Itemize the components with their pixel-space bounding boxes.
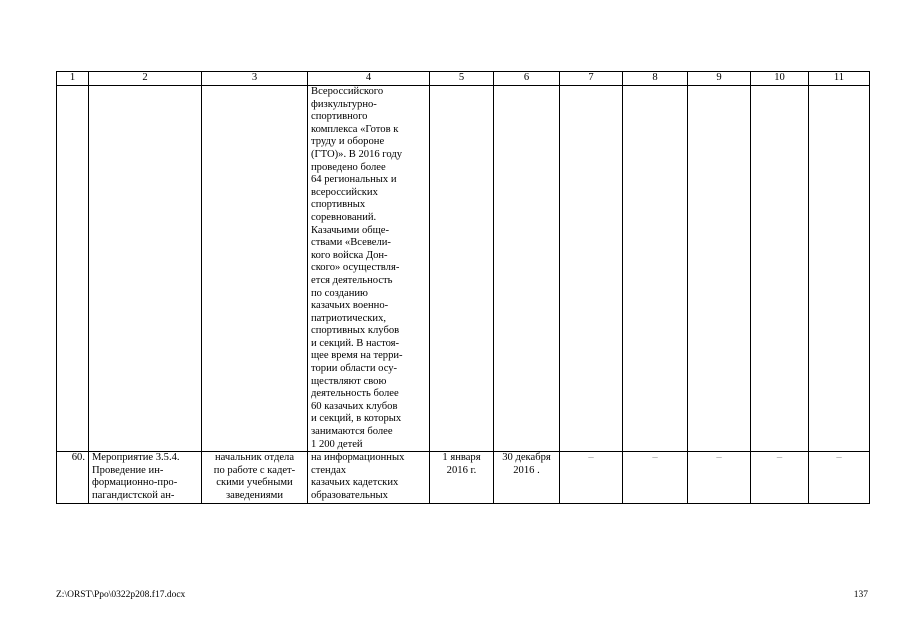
header-cell: 10 (751, 72, 809, 86)
cell-empty (623, 86, 688, 452)
table-row-60 (57, 452, 870, 503)
cell-empty (89, 86, 202, 452)
cell-measure: Мероприятие 3.5.4. Проведение ин- формационно-про- пагандистской ан- (89, 452, 202, 503)
cell-empty (688, 86, 751, 452)
cell-empty (809, 86, 870, 452)
cell-dash: – (560, 452, 623, 503)
footer-page-number: 137 (853, 590, 868, 600)
header-cell: 9 (688, 72, 751, 86)
cell-dash: – (809, 452, 870, 503)
cell-empty (57, 86, 89, 452)
cell-result-text: Всероссийского физкультурно- спортивного комплекса «Готов к труду и обороне (ГТО)». В 2016 году проведено более 64 региональных и всероссийских спортивных соревнований. Казачьими обще- ствами «Всевели- кого войска Дон- ского» осуществля- ется деятельность по созданию казачьих военно- патриотических, спортивных клубов и секций. В настоя- щее время на терри- тории области осу- ществляют свою деятельность более 60 казачьих клубов и секций, в которых занимаются более 1 200 детей (308, 86, 430, 452)
header-cell: 1 (57, 72, 89, 86)
header-cell: 11 (809, 72, 870, 86)
row-number: 60. (57, 452, 89, 503)
cell-dash: – (688, 452, 751, 503)
cell-dash: – (751, 452, 809, 503)
cell-end-date: 30 декабря 2016 . (494, 452, 560, 503)
header-cell: 3 (202, 72, 308, 86)
cell-responsible: начальник отдела по работе с кадет- скими учебными заведениями (202, 452, 308, 503)
header-cell: 7 (560, 72, 623, 86)
cell-empty (494, 86, 560, 452)
cell-empty (430, 86, 494, 452)
header-cell: 4 (308, 72, 430, 86)
header-cell: 6 (494, 72, 560, 86)
header-cell: 2 (89, 72, 202, 86)
footer-file-path: Z:\ORST\Ppo\0322p208.f17.docx (56, 590, 186, 600)
cell-result-text: на информационных стендах казачьих кадетских образовательных (308, 452, 430, 503)
cell-start-date: 1 января 2016 г. (430, 452, 494, 503)
cell-empty (751, 86, 809, 452)
cell-empty (202, 86, 308, 452)
cell-dash: – (623, 452, 688, 503)
header-cell: 5 (430, 72, 494, 86)
header-row (57, 72, 870, 86)
cell-empty (560, 86, 623, 452)
header-cell: 8 (623, 72, 688, 86)
plan-table (56, 71, 870, 504)
table-row-continuation (57, 86, 870, 452)
